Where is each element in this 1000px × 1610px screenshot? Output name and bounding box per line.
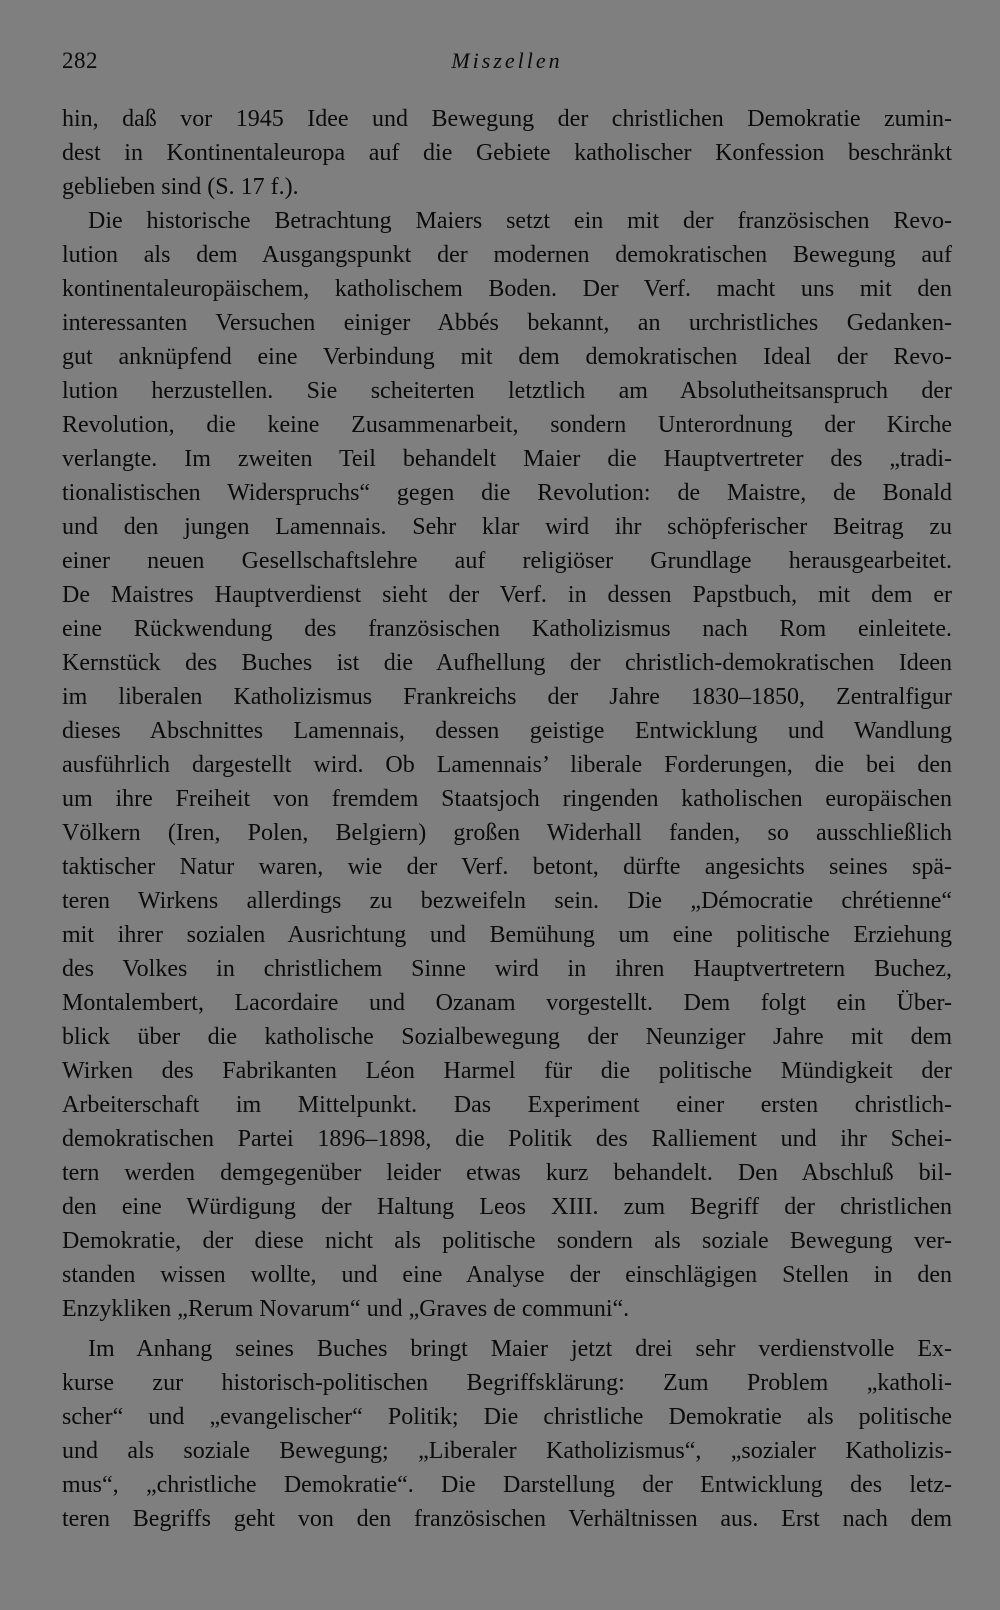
text-line: geblieben sind (S. 17 f.). <box>62 174 299 200</box>
paragraph <box>62 102 952 204</box>
text-line: demokratischen Partei 1896–1898, die Politik des Ralliement und ihr Schei- <box>62 1126 952 1152</box>
text-line: gut anknüpfend eine Verbindung mit dem demokratischen Ideal der Revo- <box>62 344 952 370</box>
text-line: lution als dem Ausgangspunkt der modernen demokratischen Bewegung auf <box>62 242 952 268</box>
text-line: tionalistischen Widerspruchs“ gegen die Revolution: de Maistre, de Bonald <box>62 480 952 506</box>
text-line: Enzykliken „Rerum Novarum“ und „Graves de communi“. <box>62 1296 630 1322</box>
text-line: ausführlich dargestellt wird. Ob Lamennais’ liberale Forderungen, die bei den <box>62 752 952 778</box>
text-line: des Volkes in christlichem Sinne wird in ihren Hauptvertretern Buchez, <box>62 956 952 982</box>
text-line: kurse zur historisch-politischen Begriffsklärung: Zum Problem „katholi- <box>62 1370 952 1396</box>
text-line: Montalembert, Lacordaire und Ozanam vorgestellt. Dem folgt ein Über- <box>62 990 952 1016</box>
text-line: dieses Abschnittes Lamennais, dessen geistige Entwicklung und Wandlung <box>62 718 952 744</box>
page-header <box>62 44 952 78</box>
paragraph <box>62 204 952 1326</box>
text-line: Wirken des Fabrikanten Léon Harmel für die politische Mündigkeit der <box>62 1058 952 1084</box>
text-line: teren Begriffs geht von den französischen Verhältnissen aus. Erst nach dem <box>62 1506 952 1532</box>
running-head: Miszellen <box>451 48 563 73</box>
text-line: blick über die katholische Sozialbewegung der Neunziger Jahre mit dem <box>62 1024 952 1050</box>
text-line: Demokratie, der diese nicht als politische sondern als soziale Bewegung ver- <box>62 1228 952 1254</box>
text-line: teren Wirkens allerdings zu bezweifeln sein. Die „Démocratie chrétienne“ <box>62 888 952 914</box>
text-line: verlangte. Im zweiten Teil behandelt Maier die Hauptvertreter des „tradi- <box>62 446 952 472</box>
text-line: mus“, „christliche Demokratie“. Die Darstellung der Entwicklung des letz- <box>62 1472 952 1498</box>
text-line: mit ihrer sozialen Ausrichtung und Bemühung um eine politische Erziehung <box>62 922 952 948</box>
text-line: taktischer Natur waren, wie der Verf. betont, dürfte angesichts seines spä- <box>62 854 952 880</box>
text-line: De Maistres Hauptverdienst sieht der Verf. in dessen Papstbuch, mit dem er <box>62 582 952 608</box>
text-line: einer neuen Gesellschaftslehre auf religiöser Grundlage herausgearbeitet. <box>62 548 952 574</box>
text-line: im liberalen Katholizismus Frankreichs der Jahre 1830–1850, Zentralfigur <box>62 684 952 710</box>
text-line: Revolution, die keine Zusammenarbeit, sondern Unterordnung der Kirche <box>62 412 952 438</box>
text-line: dest in Kontinentaleuropa auf die Gebiete katholischer Konfession beschränkt <box>62 140 952 166</box>
text-line: und den jungen Lamennais. Sehr klar wird ihr schöpferischer Beitrag zu <box>62 514 952 540</box>
text-line: eine Rückwendung des französischen Katholizismus nach Rom einleitete. <box>62 616 952 642</box>
text-line: kontinentaleuropäischem, katholischem Boden. Der Verf. macht uns mit den <box>62 276 952 302</box>
text-line: um ihre Freiheit von fremdem Staatsjoch ringenden katholischen europäischen <box>62 786 952 812</box>
text-line: hin, daß vor 1945 Idee und Bewegung der christlichen Demokratie zumin- <box>62 106 952 132</box>
text-line: scher“ und „evangelischer“ Politik; Die christliche Demokratie als politische <box>62 1404 952 1430</box>
text-line: standen wissen wollte, und eine Analyse der einschlägigen Stellen in den <box>62 1262 952 1288</box>
text-line: interessanten Versuchen einiger Abbés bekannt, an urchristliches Gedanken- <box>62 310 952 336</box>
text-line: Im Anhang seines Buches bringt Maier jetzt drei sehr verdienstvolle Ex- <box>88 1336 952 1362</box>
body-text <box>62 102 952 1536</box>
text-line: Arbeiterschaft im Mittelpunkt. Das Experiment einer ersten christlich- <box>62 1092 952 1118</box>
paragraph <box>62 1332 952 1536</box>
text-line: den eine Würdigung der Haltung Leos XIII. zum Begriff der christlichen <box>62 1194 952 1220</box>
text-line: Völkern (Iren, Polen, Belgiern) großen Widerhall fanden, so ausschließlich <box>62 820 952 846</box>
text-line: Die historische Betrachtung Maiers setzt ein mit der französischen Revo- <box>88 208 952 234</box>
text-line: lution herzustellen. Sie scheiterten letztlich am Absolutheitsanspruch der <box>62 378 952 404</box>
text-line: und als soziale Bewegung; „Liberaler Katholizismus“, „sozialer Katholizis- <box>62 1438 952 1464</box>
text-line: tern werden demgegenüber leider etwas kurz behandelt. Den Abschluß bil- <box>62 1160 952 1186</box>
text-line: Kernstück des Buches ist die Aufhellung der christlich-demokratischen Ideen <box>62 650 952 676</box>
page-number: 282 <box>62 48 98 73</box>
